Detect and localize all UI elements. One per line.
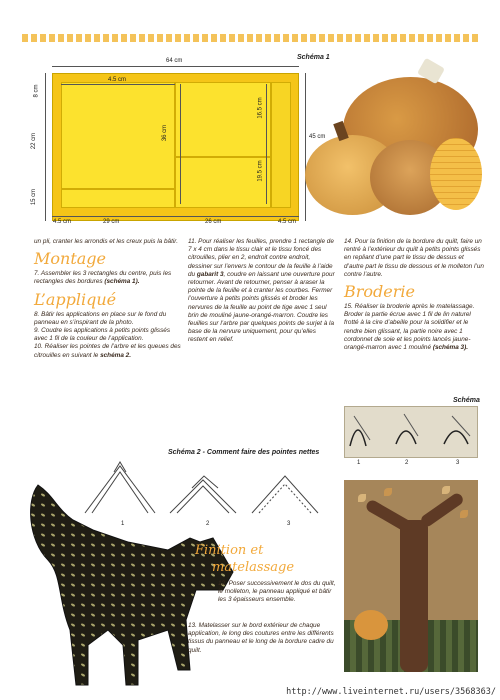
pumpkin-checked — [430, 138, 482, 210]
schema3-caption: Schéma — [453, 397, 480, 404]
schema2-label-3: 3 — [287, 521, 291, 527]
dim-29: 29 cm — [103, 219, 120, 225]
schema1-caption: Schéma 1 — [297, 54, 330, 61]
column-1 — [34, 238, 184, 360]
dim-line-inner — [61, 84, 175, 85]
dim-4-5-b: 4.5 cm — [278, 219, 297, 225]
finition-step12: 12. Poser successivement le dos du quilt, le molleton, le panneau appliqué et bâtir les 3 épaisseurs ensemble. — [218, 580, 336, 604]
tree-trunk — [400, 520, 428, 672]
heading-broderie: Broderie — [344, 282, 415, 302]
schema3-label-1: 1 — [357, 460, 361, 466]
schema3-label-3: 3 — [456, 460, 460, 466]
panel-bottom-left — [61, 189, 175, 208]
panel-top-right — [175, 82, 271, 157]
header-stripe — [22, 34, 478, 42]
leaf-3 — [442, 486, 450, 494]
small-pumpkin — [354, 610, 388, 640]
col1-step9: 9. Coudre les applications à petits points glissés avec 1 fil de la couleur de l’application. — [34, 327, 171, 343]
leaf-4 — [460, 510, 468, 518]
dim-26: 26 cm — [205, 219, 222, 225]
dim-15: 15 cm — [31, 188, 38, 206]
heading-montage: Montage — [34, 249, 106, 269]
column-2 — [188, 238, 336, 345]
dim-45: 45 cm — [309, 134, 326, 140]
col1-step7: 7. Assembler les 3 rectangles du centre, puis les rectangles des bordures (schéma 1). — [34, 270, 172, 286]
schema3-label-2: 2 — [405, 460, 409, 466]
tree-branch-right — [419, 491, 465, 528]
panel-right-strip — [271, 82, 291, 208]
dim-4-5-a: 4.5 cm — [53, 219, 72, 225]
dim-16-5: 16.5 cm — [257, 97, 264, 119]
panel-mid-right — [175, 157, 271, 208]
col3-step15: 15. Réaliser la broderie après le matelassage. Broder la partie écrue avec 1 fil de lin naturel frotté à la cire d’abeille pour la solidifier et le rendre bien glissant, la partie noire avec 1 cordonnet de soie et les points lancés jaune-orangé-marron avec 1 mouliné (schéma 3). — [344, 303, 475, 352]
col1-step10: 10. Réaliser les pointes de l’arbre et les queues des citrouilles en suivant le schéma 2. — [34, 343, 181, 359]
column-3 — [344, 238, 484, 352]
col1-intro: un pli, cranter les arrondis et les creux puis la bâtir. — [34, 238, 178, 245]
leaf-2 — [384, 488, 392, 496]
finition-step13: 13. Matelasser sur le bord extérieur de chaque application, le long des coutures entre les différents tissus du panneau et le long de la bordure cadre du quilt. — [188, 622, 334, 654]
leaf-1 — [358, 494, 366, 502]
col3-step14: 14. Pour la finition de la bordure du quilt, faire un rentré à l’extérieur du quilt à petits points glissés en repliant d’une part le tissu de dessus et d’autre part le tissu de dessous et le molleton l’un contre l’autre. — [344, 238, 484, 278]
dim-19-5: 19.5 cm — [257, 160, 264, 182]
tree-branch-left — [364, 498, 413, 533]
tree-photo — [344, 480, 478, 672]
cat-applique — [18, 480, 240, 695]
dim-line-height — [305, 73, 306, 221]
dim-22: 22 cm — [31, 132, 38, 150]
col2-step11: 11. Pour réaliser les feuilles, prendre 1 rectangle de 7 x 4 cm dans le tissu clair et le tissu foncé des citrouilles, plier en 2, endroit contre endroit, dessiner sur l’envers le contour de la feuille à l’aide du gabarit 3, coudre en laissant une ouverture pour retourner. Avant de retourner, penser à araser la pointe de la feuille et à cranter les courbes. Fermer l’ouverture à petits points glissés et broder les nervures de la feuille au point de tige avec 1 seul brin de mouliné jaune-orangé-marron. Coudre les feuilles sur l’arbre par quelques points de surjet à la base de la nervure uniquement, pour qu’elles restent en relief. — [188, 238, 335, 344]
heading-applique: L’appliqué — [34, 289, 117, 309]
heading-finition-2: matelassage — [212, 560, 295, 575]
dim-line-top — [52, 66, 299, 67]
dim-4-5-top: 4.5 cm — [108, 77, 127, 83]
schema3-stitches — [344, 406, 478, 458]
dim-36: 36 cm — [162, 124, 169, 142]
heading-finition-1: Finition et — [195, 543, 264, 558]
dim-line-left — [45, 73, 46, 221]
schema2-label-2: 2 — [206, 521, 210, 527]
schema2-step3 — [252, 476, 318, 513]
dim-line-right — [266, 84, 267, 204]
dim-64: 64 cm — [166, 58, 183, 64]
col1-step8: 8. Bâtir les applications en place sur le fond du panneau en s’inspirant de la photo. — [34, 310, 167, 326]
dim-line-bottom — [52, 216, 299, 217]
schema2-label-1: 1 — [121, 521, 125, 527]
schema2-caption: Schéma 2 - Comment faire des pointes nettes — [168, 449, 320, 456]
dim-8: 8 cm — [33, 84, 40, 98]
panel-top-left — [61, 82, 175, 189]
dim-line-mid — [180, 84, 181, 204]
watermark-url: http://www.liveinternet.ru/users/3568363/ — [286, 687, 496, 697]
